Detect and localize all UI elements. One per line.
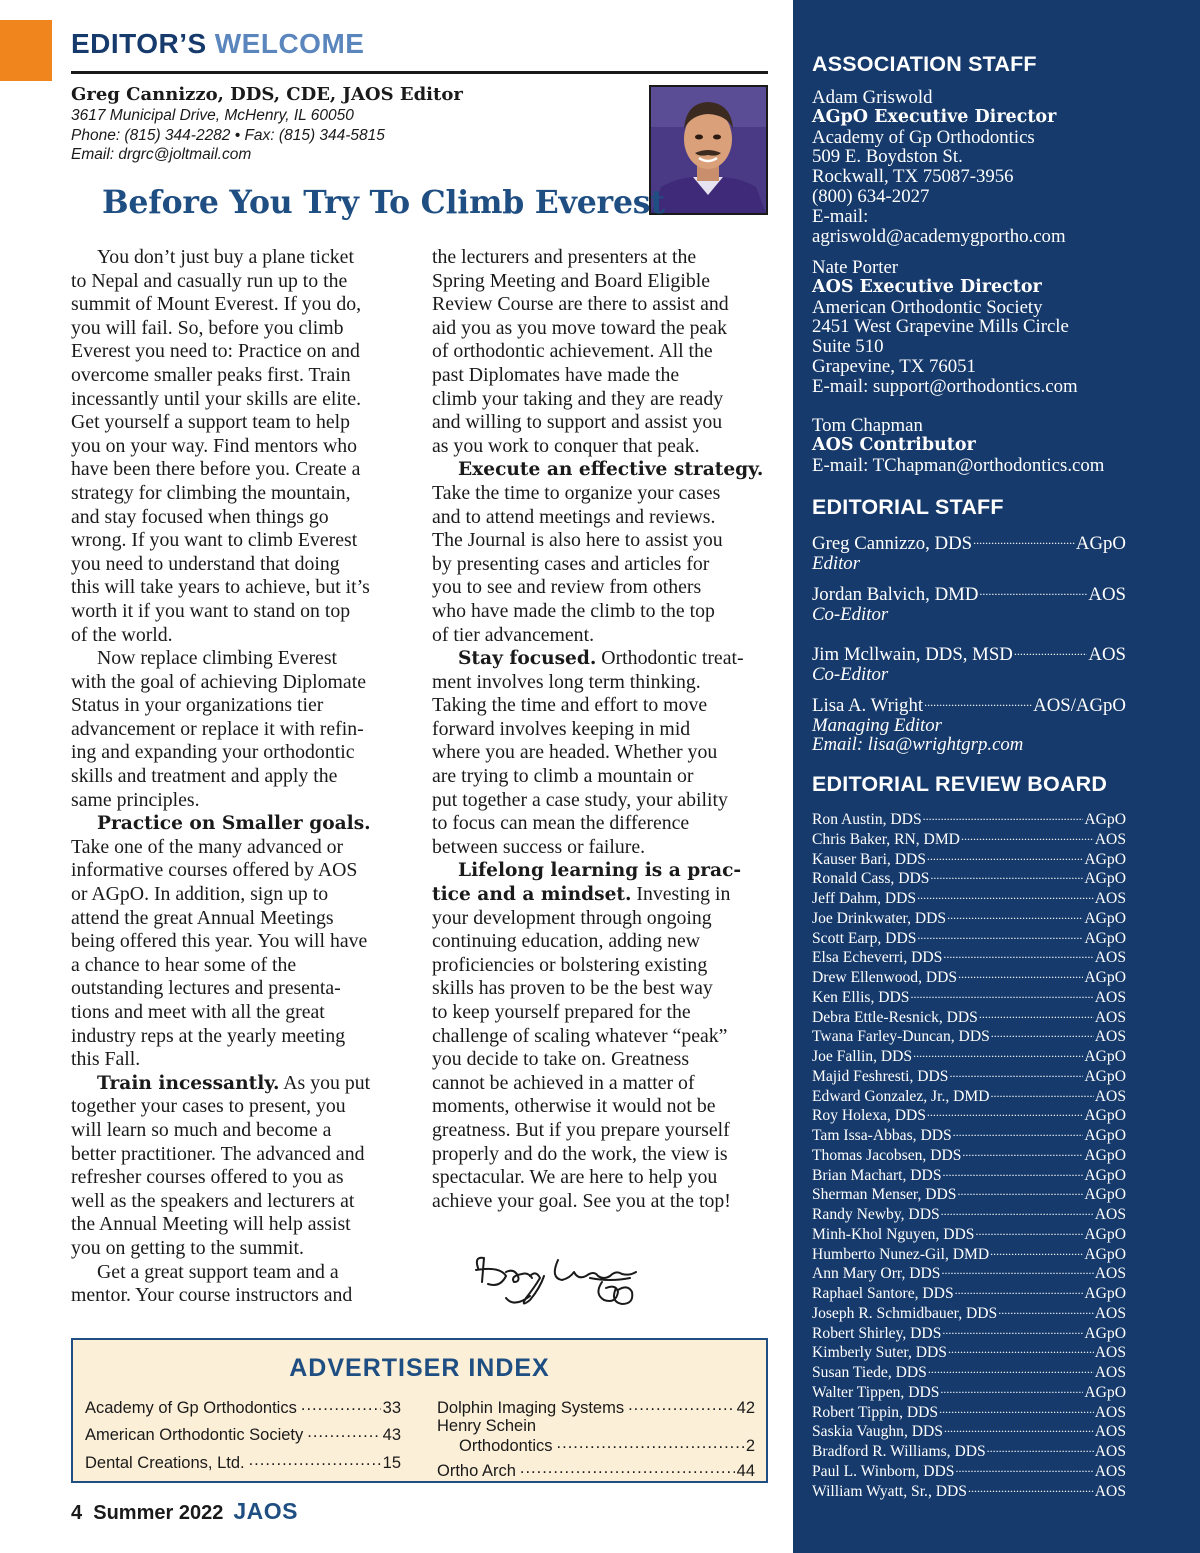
staff-entry-porter: Nate Porter AOS Executive Director American Orthodontic Society 2451 West Grapevine Mills Circle Suite 510 Grapevine, TX 76051 E-mail: support@orthodontics.com	[812, 257, 1078, 397]
text-line: achieve your goal. See you at the top!	[432, 1189, 731, 1212]
section-color-tab	[0, 20, 52, 81]
text-line: You don’t just buy a plane ticket	[97, 246, 354, 268]
text-line: are trying to climb a mountain or	[432, 765, 694, 788]
text-line: summit of Mount Everest. If you do,	[71, 293, 362, 316]
review-board-entry: Randy Newby, DDS ..... AOS	[812, 1205, 1126, 1225]
text-line: Train incessantly. As you put	[97, 1071, 371, 1094]
text-line: of the world.	[71, 623, 173, 646]
text-line: industry reps at the yearly meeting	[71, 1024, 346, 1047]
text-line: and stay focused when things go	[71, 505, 329, 528]
text-line: being offered this year. You will have	[71, 930, 368, 953]
text-line: you on getting to the summit.	[71, 1236, 304, 1259]
review-board-entry: Edward Gonzalez, Jr., DMD ..... AOS	[812, 1087, 1126, 1107]
review-board-entry: William Wyatt, Sr., DDS ..... AOS	[812, 1482, 1126, 1502]
text-line: to focus can mean the difference	[432, 812, 690, 835]
author-email: Email: drgrc@joltmail.com	[71, 146, 252, 163]
text-line: ing and expanding your orthodontic	[71, 741, 355, 764]
text-line: of orthodontic achievement. All the	[432, 340, 713, 363]
review-board-entry: Minh-Khol Nguyen, DDS ..... AGpO	[812, 1225, 1126, 1245]
text-line: aid you as you move toward the peak	[432, 316, 727, 339]
text-line: as you work to conquer that peak.	[432, 434, 700, 457]
staff-entry-chapman: Tom Chapman AOS Contributor E-mail: TChapman@orthodontics.com	[812, 415, 1105, 476]
text-line: challenge of scaling whatever “peak”	[432, 1024, 728, 1047]
author-info	[71, 84, 631, 165]
advertiser-entry: American Orthodontic Society ..... 43	[85, 1418, 401, 1446]
text-line: informative courses offered by AOS	[71, 859, 358, 882]
review-board-entry: Elsa Echeverri, DDS ..... AOS	[812, 948, 1126, 968]
text-line: Get yourself a support team to help	[71, 411, 351, 434]
review-board-entry: Thomas Jacobsen, DDS ..... AGpO	[812, 1146, 1126, 1166]
text-line: continuing education, adding new	[432, 930, 701, 953]
text-line: Now replace climbing Everest	[97, 647, 338, 670]
review-board-entry: Brian Machart, DDS ..... AGpO	[812, 1166, 1126, 1186]
text-line: between success or failure.	[432, 835, 646, 858]
heading-rule	[71, 71, 768, 74]
review-board-entry: Robert Shirley, DDS ..... AGpO	[812, 1324, 1126, 1344]
review-board-entry: Kimberly Suter, DDS ..... AOS	[812, 1343, 1126, 1363]
author-photo	[649, 85, 768, 215]
text-line: have been there before you. Create a	[71, 458, 361, 481]
advertiser-index-box	[71, 1338, 768, 1483]
text-line: Status in your organizations tier	[71, 694, 324, 717]
review-board-entry: Joe Fallin, DDS ..... AGpO	[812, 1047, 1126, 1067]
text-line: mentor. Your course instructors and	[71, 1284, 353, 1307]
bold-lead-in: Train incessantly.	[97, 1072, 280, 1094]
text-line: forward involves keeping in mid	[432, 717, 691, 740]
text-line: Get a great support team and a	[97, 1260, 339, 1283]
text-line: Review Course are there to assist and	[432, 293, 729, 316]
advertiser-entry: Dolphin Imaging Systems ..... 42	[437, 1390, 755, 1418]
page-number: 4	[71, 1502, 83, 1524]
review-board-entry: Raphael Santore, DDS ..... AGpO	[812, 1284, 1126, 1304]
text-line: where you are headed. Whether you	[432, 741, 718, 764]
text-line: advancement or replace it with refin-	[71, 717, 364, 740]
advertiser-list-left	[85, 1390, 401, 1473]
text-line	[432, 859, 772, 883]
advertiser-list-right	[437, 1390, 755, 1481]
review-board-list	[812, 810, 1126, 1501]
review-board-entry: Saskia Vaughn, DDS ..... AOS	[812, 1422, 1126, 1442]
text-line: and to attend meetings and reviews.	[432, 505, 716, 528]
text-line: your development through ongoing	[432, 906, 712, 929]
text-line: Spring Meeting and Board Eligible	[432, 269, 710, 292]
text-line: put together a case study, your ability	[432, 788, 728, 811]
text-line: greatness. But if you prepare yourself	[432, 1118, 730, 1141]
text-line: the lecturers and presenters at the	[432, 246, 697, 268]
review-board-entry: Debra Ettle-Resnick, DDS ..... AOS	[812, 1008, 1126, 1028]
editorial-entry: Greg Cannizzo, DDS ..... AGpO Editor	[812, 531, 1126, 573]
text-line: this Fall.	[71, 1048, 141, 1071]
text-line: well as the speakers and lecturers at	[71, 1189, 355, 1212]
article-title: Before You Try To Climb Everest	[102, 184, 665, 221]
text-line: outstanding lectures and presenta-	[71, 977, 341, 1000]
bold-lead-in: Stay focused.	[458, 648, 597, 670]
review-board-entry: Walter Tippen, DDS ..... AGpO	[812, 1383, 1126, 1403]
text-line: past Diplomates have made the	[432, 363, 680, 386]
text-line: incessantly until your skills are elite.	[71, 387, 362, 410]
text-line: to Nepal and casually run up to the	[71, 269, 348, 292]
editor-signature	[470, 1248, 645, 1310]
review-board-entry: Kauser Bari, DDS ..... AGpO	[812, 850, 1126, 870]
text-line: skills and treatment and apply the	[71, 765, 338, 788]
editorial-entry: Lisa A. Wright ..... AOS/AGpO Managing Editor Email: lisa@wrightgrp.com	[812, 693, 1126, 755]
text-line: who have made the climb to the top	[432, 599, 715, 622]
text-line: skills has proven to be the best way	[432, 977, 713, 1000]
review-board-entry: Sherman Menser, DDS ..... AGpO	[812, 1185, 1126, 1205]
review-board-entry: Ann Mary Orr, DDS ..... AOS	[812, 1264, 1126, 1284]
text-line: Taking the time and effort to move	[432, 694, 708, 717]
review-board-entry: Twana Farley-Duncan, DDS ..... AOS	[812, 1027, 1126, 1047]
article-column-1	[71, 246, 413, 1308]
review-board-entry: Robert Tippin, DDS ..... AOS	[812, 1403, 1126, 1423]
bold-lead-in: Execute an effective strategy.	[458, 459, 764, 481]
text-line: you decide to take on. Greatness	[432, 1048, 690, 1071]
text-line: worth it if you want to stand on top	[71, 599, 351, 622]
text-line: refresher courses offered to you as	[71, 1166, 344, 1189]
review-board-entry: Roy Holexa, DDS ..... AGpO	[812, 1106, 1126, 1126]
text-line: same principles.	[71, 788, 200, 811]
review-board-entry: Ron Austin, DDS ..... AGpO	[812, 810, 1126, 830]
staff-entry-griswold: Adam Griswold AGpO Executive Director Academy of Gp Orthodontics 509 E. Boydston St. Rockwall, TX 75087-3956 (800) 634-2027 E-mail: agriswold@academygportho.com	[812, 87, 1066, 247]
text-line: tions and meet with all the great	[71, 1001, 325, 1023]
staff-sidebar	[793, 0, 1200, 1553]
text-line: you to see and review from others	[432, 576, 702, 599]
review-board-entry: Susan Tiede, DDS ..... AOS	[812, 1363, 1126, 1383]
editorial-entry: Jim Mcllwain, DDS, MSD ..... AOS Co-Editor	[812, 642, 1126, 684]
review-board-entry: Joe Drinkwater, DDS ..... AGpO	[812, 909, 1126, 929]
bold-lead-in: Lifelong learning is a prac-	[458, 860, 742, 882]
text-line: Stay focused. Orthodontic treat-	[458, 647, 744, 670]
advertiser-entry: Dental Creations, Ltd. ..... 15	[85, 1445, 401, 1473]
text-line: to keep yourself prepared for the	[432, 1001, 691, 1023]
text-line: you will fail. So, before you climb	[71, 316, 344, 339]
review-board-entry: Bradford R. Williams, DDS ..... AOS	[812, 1442, 1126, 1462]
text-line: or AGpO. In addition, sign up to	[71, 883, 329, 906]
text-line: you need to understand that doing	[71, 552, 340, 575]
text-line: of tier advancement.	[432, 623, 595, 646]
text-line: a chance to hear some of the	[71, 953, 297, 976]
advertiser-entry: Academy of Gp Orthodontics ..... 33	[85, 1390, 401, 1418]
text-line: Take one of the many advanced or	[71, 835, 344, 858]
text-line: tice and a mindset. Investing in	[432, 883, 731, 906]
review-board-entry: Scott Earp, DDS ..... AGpO	[812, 929, 1126, 949]
text-line	[71, 812, 413, 836]
author-address: 3617 Municipal Drive, McHenry, IL 60050	[71, 107, 354, 124]
issue-label: Summer 2022	[93, 1502, 224, 1524]
text-line: with the goal of achieving Diplomate	[71, 670, 366, 693]
text-line: overcome smaller peaks first. Train	[71, 363, 351, 386]
page-footer	[71, 1498, 298, 1525]
text-line: will learn so much and become a	[71, 1118, 332, 1141]
text-line: strategy for climbing the mountain,	[71, 481, 351, 504]
article-column-2	[432, 246, 772, 1213]
author-phone: Phone: (815) 344-2282 • Fax: (815) 344-5815	[71, 126, 385, 144]
text-line: by presenting cases and articles for	[432, 552, 710, 575]
advertiser-entry: Henry Schein Orthodontics ..... 2	[437, 1418, 755, 1454]
review-board-entry: Humberto Nunez-Gil, DMD ..... AGpO	[812, 1245, 1126, 1265]
text-line: cannot be achieved in a matter of	[432, 1071, 695, 1094]
text-line: better practitioner. The advanced and	[71, 1142, 365, 1165]
text-line: spectacular. We are here to help you	[432, 1166, 718, 1189]
review-board-entry: Jeff Dahm, DDS ..... AOS	[812, 889, 1126, 909]
text-line: you on your way. Find mentors who	[71, 434, 358, 457]
bold-lead-in: Practice on Smaller goals.	[97, 813, 371, 835]
text-line: ment involves long term thinking.	[432, 670, 701, 693]
bold-lead-in: tice and a mindset.	[432, 884, 632, 906]
review-board-entry: Drew Ellenwood, DDS ..... AGpO	[812, 968, 1126, 988]
section-heading: EDITOR’S WELCOME	[71, 28, 365, 59]
association-staff-heading: ASSOCIATION STAFF	[812, 52, 1037, 76]
text-line: wrong. If you want to climb Everest	[71, 529, 358, 552]
text-line: Take the time to organize your cases	[432, 481, 721, 504]
text-line: properly and do the work, the view is	[432, 1142, 728, 1165]
text-line: climb your taking and they are ready	[432, 387, 724, 410]
text-line: the Annual Meeting will help assist	[71, 1213, 351, 1236]
review-board-entry: Paul L. Winborn, DDS ..... AOS	[812, 1462, 1126, 1482]
review-board-entry: Ronald Cass, DDS ..... AGpO	[812, 869, 1126, 889]
editorial-entry: Jordan Balvich, DMD ..... AOS Co-Editor	[812, 582, 1126, 624]
review-board-entry: Tam Issa-Abbas, DDS ..... AGpO	[812, 1126, 1126, 1146]
review-board-entry: Majid Feshresti, DDS ..... AGpO	[812, 1067, 1126, 1087]
advertiser-index-title: ADVERTISER INDEX	[289, 1354, 550, 1382]
text-line: The Journal is also here to assist you	[432, 529, 723, 552]
text-line: together your cases to present, you	[71, 1095, 346, 1118]
review-board-entry: Joseph R. Schmidbauer, DDS ..... AOS	[812, 1304, 1126, 1324]
text-line: this will take years to achieve, but it’s	[71, 576, 370, 599]
text-line: attend the great Annual Meetings	[71, 906, 334, 929]
journal-name: JAOS	[233, 1498, 298, 1524]
text-line: moments, otherwise it would not be	[432, 1095, 716, 1118]
advertiser-entry: Ortho Arch ..... 44	[437, 1454, 755, 1482]
text-line: and willing to support and assist you	[432, 411, 723, 434]
review-board-entry: Ken Ellis, DDS ..... AOS	[812, 988, 1126, 1008]
text-line: proficiencies or bolstering existing	[432, 953, 708, 976]
editorial-staff-heading: EDITORIAL STAFF	[812, 495, 1004, 519]
author-name: Greg Cannizzo, DDS, CDE, JAOS Editor	[71, 84, 463, 105]
text-line: Everest you need to: Practice on and	[71, 340, 360, 363]
review-board-entry: Chris Baker, RN, DMD ..... AOS	[812, 830, 1126, 850]
review-board-heading: EDITORIAL REVIEW BOARD	[812, 772, 1108, 796]
text-line	[432, 458, 772, 482]
